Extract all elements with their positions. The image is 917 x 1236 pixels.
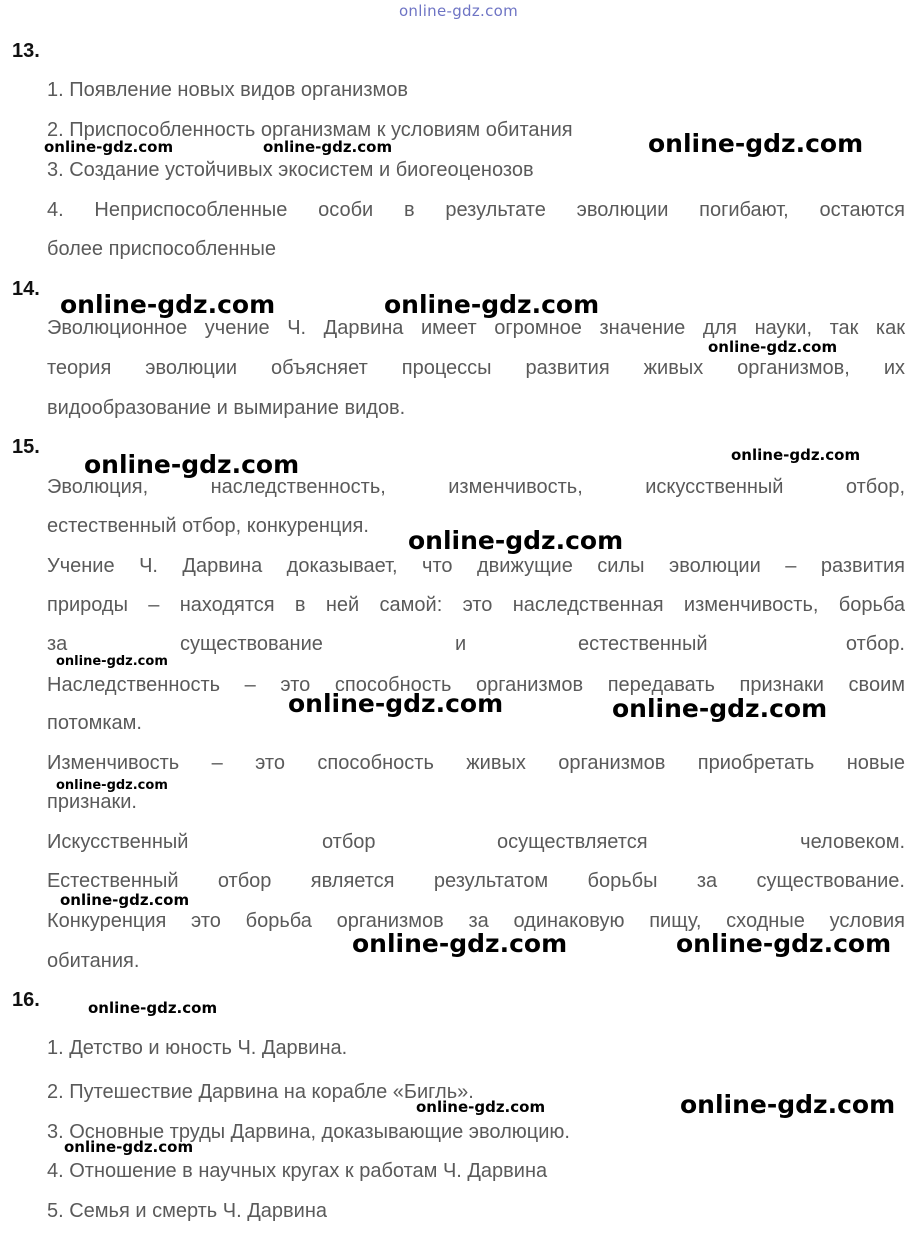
answer-line: Естественный отбор является результатом борьбы за существование.: [47, 870, 905, 892]
answer-line: 3. Создание устойчивых экосистем и биогеоценозов: [47, 159, 534, 181]
answer-line: Конкуренция это борьба организмов за одинаковую пищу, сходные условия: [47, 910, 905, 932]
answer-line: видообразование и вымирание видов.: [47, 397, 406, 419]
watermark: online-gdz.com: [648, 129, 864, 158]
watermark: online-gdz.com: [352, 929, 568, 958]
header-watermark: online-gdz.com: [398, 2, 519, 20]
answer-line: Учение Ч. Дарвина доказывает, что движущие силы эволюции – развития: [47, 555, 905, 577]
answer-line: более приспособленные: [47, 238, 276, 260]
answer-line: Изменчивость – это способность живых организмов приобретать новые: [47, 752, 905, 774]
watermark: online-gdz.com: [680, 1090, 896, 1119]
answer-line: обитания.: [47, 950, 140, 972]
answer-line: потомкам.: [47, 712, 142, 734]
watermark: online-gdz.com: [416, 1098, 546, 1116]
watermark: online-gdz.com: [384, 290, 600, 319]
word: человеком.: [800, 831, 905, 853]
answer-line: 2. Приспособленность организмам к условиям обитания: [47, 119, 573, 141]
watermark: online-gdz.com: [612, 694, 828, 723]
watermark: online-gdz.com: [263, 138, 393, 156]
task-number-15: 15.: [12, 436, 40, 458]
watermark: online-gdz.com: [60, 891, 190, 909]
answer-line: Наследственность – это способность организмов передавать признаки своим: [47, 674, 905, 696]
word: отбор.: [845, 633, 905, 655]
word: Искусственный: [47, 831, 189, 853]
task-number-14: 14.: [12, 278, 40, 300]
watermark: online-gdz.com: [44, 138, 174, 156]
answer-line: 3. Основные труды Дарвина, доказывающие эволюцию.: [47, 1121, 570, 1143]
word: за: [47, 633, 68, 655]
watermark: online-gdz.com: [731, 446, 861, 464]
answer-line: 4. Отношение в научных кругах к работам Ч. Дарвина: [47, 1160, 548, 1182]
answer-line: 4. Неприспособленные особи в результате эволюции погибают, остаются: [47, 199, 905, 221]
watermark: online-gdz.com: [60, 290, 276, 319]
watermark: online-gdz.com: [56, 654, 168, 669]
answer-line: 5. Семья и смерть Ч. Дарвина: [47, 1200, 327, 1222]
answer-line: Эволюция, наследственность, изменчивость, искусственный отбор,: [47, 476, 905, 498]
answer-line: 2. Путешествие Дарвина на корабле «Бигль».: [47, 1081, 474, 1103]
watermark: online-gdz.com: [288, 689, 504, 718]
watermark: online-gdz.com: [676, 929, 892, 958]
answer-line: 1. Появление новых видов организмов: [47, 79, 409, 101]
task-number-16: 16.: [12, 989, 40, 1011]
watermark: online-gdz.com: [88, 999, 218, 1017]
answer-line: 1. Детство и юность Ч. Дарвина.: [47, 1037, 348, 1059]
answer-line: Эволюционное учение Ч. Дарвина имеет огромное значение для науки, так как: [47, 317, 905, 339]
answer-line: теория эволюции объясняет процессы развития живых организмов, их: [47, 357, 905, 379]
watermark: online-gdz.com: [408, 526, 624, 555]
watermark: online-gdz.com: [56, 778, 168, 793]
answer-line: естественный отбор, конкуренция.: [47, 515, 369, 537]
word: осуществляется: [497, 831, 648, 853]
word: существование: [180, 633, 323, 655]
word: и: [455, 633, 467, 655]
answer-line: признаки.: [47, 791, 137, 813]
watermark: online-gdz.com: [64, 1138, 194, 1156]
watermark: online-gdz.com: [84, 450, 300, 479]
watermark: online-gdz.com: [708, 338, 838, 356]
word: отбор: [322, 831, 376, 853]
answer-line: природы – находятся в ней самой: это наследственная изменчивость, борьба: [47, 594, 905, 616]
word: естественный: [578, 633, 708, 655]
task-number-13: 13.: [12, 40, 40, 62]
